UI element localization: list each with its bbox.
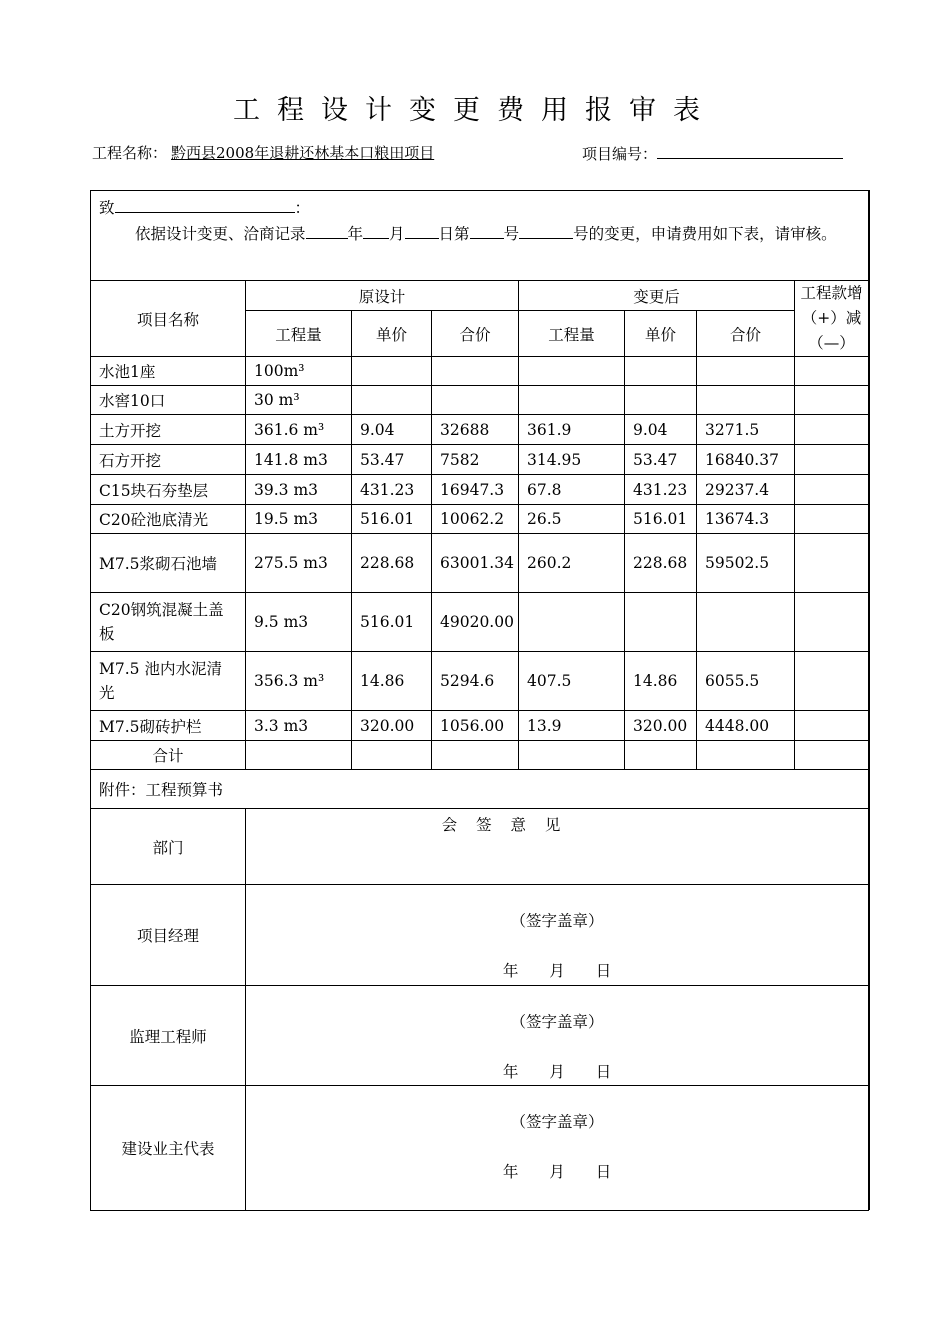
intro-row bbox=[91, 191, 869, 281]
row-orig-total bbox=[432, 357, 519, 386]
row-name: M7.5砌砖护栏 bbox=[91, 711, 246, 741]
addressee-blank[interactable] bbox=[115, 196, 295, 213]
table-row bbox=[91, 711, 869, 741]
header-item-name: 项目名称 bbox=[91, 281, 246, 357]
row-delta bbox=[795, 415, 869, 445]
row-orig-quantity: 39.3 m3 bbox=[246, 475, 352, 505]
row-delta bbox=[795, 445, 869, 475]
row-orig-total: 32688 bbox=[432, 415, 519, 445]
header-total: 合价 bbox=[697, 311, 795, 357]
row-orig-unit-price: 516.01 bbox=[352, 593, 432, 652]
total-cell bbox=[795, 741, 869, 770]
signoff-row bbox=[91, 986, 869, 1086]
header-unit-price: 单价 bbox=[352, 311, 432, 357]
header-total: 合价 bbox=[432, 311, 519, 357]
table-row bbox=[91, 534, 869, 593]
row-name: C15块石夯垫层 bbox=[91, 475, 246, 505]
intro-text bbox=[99, 221, 860, 247]
row-new-quantity bbox=[519, 593, 625, 652]
total-row bbox=[91, 741, 869, 770]
change-cost-table bbox=[90, 190, 869, 1211]
row-delta bbox=[795, 652, 869, 711]
row-orig-unit-price: 14.86 bbox=[352, 652, 432, 711]
dept-row bbox=[91, 809, 869, 885]
attachment-text: 附件：工程预算书 bbox=[91, 770, 869, 809]
signature-cell[interactable] bbox=[246, 1086, 869, 1211]
row-orig-unit-price bbox=[352, 386, 432, 415]
role-supervising-engineer: 监理工程师 bbox=[91, 986, 246, 1086]
row-orig-quantity: 30 m³ bbox=[246, 386, 352, 415]
signoff-row bbox=[91, 1086, 869, 1211]
row-orig-total bbox=[432, 386, 519, 415]
table-row bbox=[91, 415, 869, 445]
signature-date: 年 月 日 bbox=[502, 1163, 612, 1181]
signature-stamp-label: （签字盖章） bbox=[510, 1013, 604, 1031]
total-cell bbox=[432, 741, 519, 770]
project-number-blank[interactable] bbox=[657, 142, 843, 159]
project-name-label: 工程名称： bbox=[92, 144, 168, 162]
table-row bbox=[91, 475, 869, 505]
row-orig-quantity: 275.5 m3 bbox=[246, 534, 352, 593]
row-name: 水窖10口 bbox=[91, 386, 246, 415]
row-new-unit-price bbox=[625, 386, 697, 415]
row-orig-quantity: 100m³ bbox=[246, 357, 352, 386]
year-label: 年 bbox=[347, 225, 364, 243]
row-delta bbox=[795, 386, 869, 415]
total-cell bbox=[352, 741, 432, 770]
row-name: 土方开挖 bbox=[91, 415, 246, 445]
row-orig-total: 16947.3 bbox=[432, 475, 519, 505]
row-orig-total: 49020.00 bbox=[432, 593, 519, 652]
row-orig-unit-price: 9.04 bbox=[352, 415, 432, 445]
row-new-unit-price: 53.47 bbox=[625, 445, 697, 475]
project-number-line bbox=[582, 142, 843, 164]
row-name: M7.5 池内水泥清光 bbox=[91, 652, 246, 711]
row-name: 水池1座 bbox=[91, 357, 246, 386]
header-quantity: 工程量 bbox=[246, 311, 352, 357]
attachment-row bbox=[91, 770, 869, 809]
header-original: 原设计 bbox=[246, 281, 519, 311]
row-orig-quantity: 3.3 m3 bbox=[246, 711, 352, 741]
row-new-quantity: 67.8 bbox=[519, 475, 625, 505]
row-new-total bbox=[697, 593, 795, 652]
row-new-quantity: 26.5 bbox=[519, 505, 625, 534]
row-new-quantity bbox=[519, 386, 625, 415]
row-delta bbox=[795, 534, 869, 593]
row-orig-quantity: 356.3 m³ bbox=[246, 652, 352, 711]
signature-cell[interactable] bbox=[246, 885, 869, 986]
row-name: C20钢筑混凝土盖板 bbox=[91, 593, 246, 652]
row-new-quantity: 260.2 bbox=[519, 534, 625, 593]
header-row-1 bbox=[91, 281, 869, 311]
row-name: C20砼池底清光 bbox=[91, 505, 246, 534]
row-new-unit-price bbox=[625, 357, 697, 386]
total-label: 合计 bbox=[91, 741, 246, 770]
page-title: 工程设计变更费用报审表 bbox=[233, 95, 717, 126]
signature-date: 年 月 日 bbox=[502, 962, 612, 980]
row-orig-unit-price: 53.47 bbox=[352, 445, 432, 475]
hao-label-1: 号 bbox=[503, 225, 520, 243]
header-delta: 工程款增（+）减（—） bbox=[795, 281, 869, 357]
signature-date: 年 月 日 bbox=[502, 1063, 612, 1081]
row-new-total: 4448.00 bbox=[697, 711, 795, 741]
year-blank[interactable] bbox=[306, 222, 348, 239]
day-no-label: 日第 bbox=[438, 225, 470, 243]
row-new-unit-price: 14.86 bbox=[625, 652, 697, 711]
month-label: 月 bbox=[389, 225, 405, 243]
row-new-quantity: 314.95 bbox=[519, 445, 625, 475]
cosign-opinion-label: 会 签 意 见 bbox=[246, 809, 869, 885]
row-new-total: 13674.3 bbox=[697, 505, 795, 534]
header-changed: 变更后 bbox=[519, 281, 795, 311]
row-new-total bbox=[697, 386, 795, 415]
number-blank-1[interactable] bbox=[470, 222, 504, 239]
role-project-manager: 项目经理 bbox=[91, 885, 246, 986]
row-new-total: 6055.5 bbox=[697, 652, 795, 711]
row-new-unit-price: 228.68 bbox=[625, 534, 697, 593]
row-orig-unit-price: 228.68 bbox=[352, 534, 432, 593]
row-name: 石方开挖 bbox=[91, 445, 246, 475]
table-row bbox=[91, 386, 869, 415]
addressee-label: 致 bbox=[99, 199, 115, 217]
row-new-quantity: 407.5 bbox=[519, 652, 625, 711]
row-orig-total: 7582 bbox=[432, 445, 519, 475]
row-new-total: 16840.37 bbox=[697, 445, 795, 475]
table-row bbox=[91, 357, 869, 386]
row-orig-total: 1056.00 bbox=[432, 711, 519, 741]
row-new-unit-price: 320.00 bbox=[625, 711, 697, 741]
row-orig-unit-price bbox=[352, 357, 432, 386]
project-name-value: 黔西县2008年退耕还林基本口粮田项目 bbox=[171, 144, 435, 162]
signature-stamp-label: （签字盖章） bbox=[510, 1113, 604, 1131]
addressee-line bbox=[99, 195, 860, 221]
number-blank-2[interactable] bbox=[519, 222, 573, 239]
row-new-unit-price bbox=[625, 593, 697, 652]
total-cell bbox=[519, 741, 625, 770]
row-orig-quantity: 141.8 m3 bbox=[246, 445, 352, 475]
table-row bbox=[91, 652, 869, 711]
row-new-unit-price: 516.01 bbox=[625, 505, 697, 534]
intro-text-part2: 号的变更，申请费用如下表，请审核。 bbox=[573, 225, 837, 243]
table-right-border bbox=[868, 190, 870, 1210]
table-row bbox=[91, 593, 869, 652]
header-unit-price: 单价 bbox=[625, 311, 697, 357]
project-number-label: 项目编号： bbox=[582, 145, 658, 163]
row-delta bbox=[795, 505, 869, 534]
row-new-total: 59502.5 bbox=[697, 534, 795, 593]
addressee-suffix: ： bbox=[294, 199, 311, 217]
dept-label: 部门 bbox=[91, 809, 246, 885]
row-new-quantity: 13.9 bbox=[519, 711, 625, 741]
row-name: M7.5浆砌石池墙 bbox=[91, 534, 246, 593]
total-cell bbox=[625, 741, 697, 770]
row-delta bbox=[795, 357, 869, 386]
total-cell bbox=[246, 741, 352, 770]
row-orig-unit-price: 516.01 bbox=[352, 505, 432, 534]
project-name-line bbox=[92, 142, 438, 163]
row-orig-unit-price: 320.00 bbox=[352, 711, 432, 741]
row-new-total: 3271.5 bbox=[697, 415, 795, 445]
role-owner-representative: 建设业主代表 bbox=[91, 1086, 246, 1211]
row-delta bbox=[795, 475, 869, 505]
row-orig-total: 5294.6 bbox=[432, 652, 519, 711]
table-row bbox=[91, 505, 869, 534]
signoff-row bbox=[91, 885, 869, 986]
row-delta bbox=[795, 593, 869, 652]
row-new-total: 29237.4 bbox=[697, 475, 795, 505]
row-orig-unit-price: 431.23 bbox=[352, 475, 432, 505]
row-delta bbox=[795, 711, 869, 741]
header-quantity: 工程量 bbox=[519, 311, 625, 357]
month-blank[interactable] bbox=[363, 222, 389, 239]
row-orig-quantity: 19.5 m3 bbox=[246, 505, 352, 534]
row-new-quantity: 361.9 bbox=[519, 415, 625, 445]
row-new-unit-price: 9.04 bbox=[625, 415, 697, 445]
signature-stamp-label: （签字盖章） bbox=[510, 912, 604, 930]
row-new-unit-price: 431.23 bbox=[625, 475, 697, 505]
intro-cell bbox=[91, 191, 869, 281]
row-new-quantity bbox=[519, 357, 625, 386]
row-orig-total: 10062.2 bbox=[432, 505, 519, 534]
total-cell bbox=[697, 741, 795, 770]
row-orig-quantity: 9.5 m3 bbox=[246, 593, 352, 652]
signature-cell[interactable] bbox=[246, 986, 869, 1086]
row-new-total bbox=[697, 357, 795, 386]
day-blank[interactable] bbox=[405, 222, 439, 239]
intro-text-part1: 依据设计变更、洽商记录 bbox=[135, 225, 306, 243]
row-orig-total: 63001.34 bbox=[432, 534, 519, 593]
table-row bbox=[91, 445, 869, 475]
row-orig-quantity: 361.6 m³ bbox=[246, 415, 352, 445]
